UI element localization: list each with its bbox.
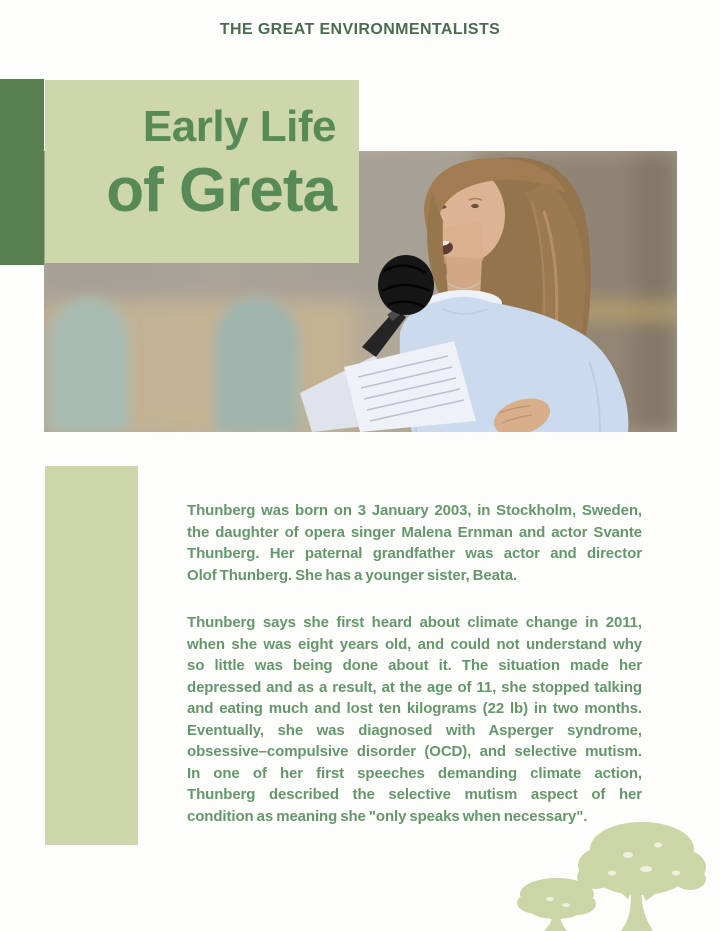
title-line-2: of Greta (106, 156, 336, 225)
left-accent-bar (0, 79, 44, 265)
body-accent-bar (45, 466, 138, 845)
paragraph-1 (187, 500, 642, 586)
text-line: condition as meaning she "only speaks when necessary". (187, 807, 588, 825)
text-line: Thunberg described the selective mutism aspect of her (187, 786, 642, 803)
text-line: Thunberg was born on 3 January 2003, in Stockholm, Sweden, (187, 502, 642, 519)
title-panel (45, 80, 359, 263)
title-line-1: Early Life (142, 102, 336, 151)
text-line: and eating much and lost ten kilograms (22 lb) in two months. (187, 700, 642, 717)
text-line: obsessive–compulsive disorder (OCD), and selective mutism. (187, 743, 642, 760)
text-line: when she was eight years old, and could not understand why (187, 635, 642, 653)
text-line: In one of her first speeches demanding climate action, (187, 764, 642, 782)
tree-silhouettes (500, 815, 710, 931)
text-line: Thunberg says she first heard about climate change in 2011, (187, 614, 642, 631)
page-header-title: THE GREAT ENVIRONMENTALISTS (219, 21, 501, 38)
text-line: depressed and as a result, at the age of 11, she stopped talking (187, 678, 642, 696)
trees-illustration (500, 815, 710, 931)
text-line: the daughter of opera singer Malena Ernman and actor Svante (187, 523, 642, 541)
text-line: Thunberg. Her paternal grandfather was actor and director (187, 545, 642, 562)
text-line: Eventually, she was diagnosed with Asperger syndrome, (187, 721, 642, 739)
paragraph-2 (187, 612, 642, 827)
text-line: so little was being done about it. The situation made her (187, 657, 642, 674)
article-text (187, 500, 642, 827)
text-line: Olof Thunberg. She has a younger sister, Beata. (187, 566, 518, 584)
